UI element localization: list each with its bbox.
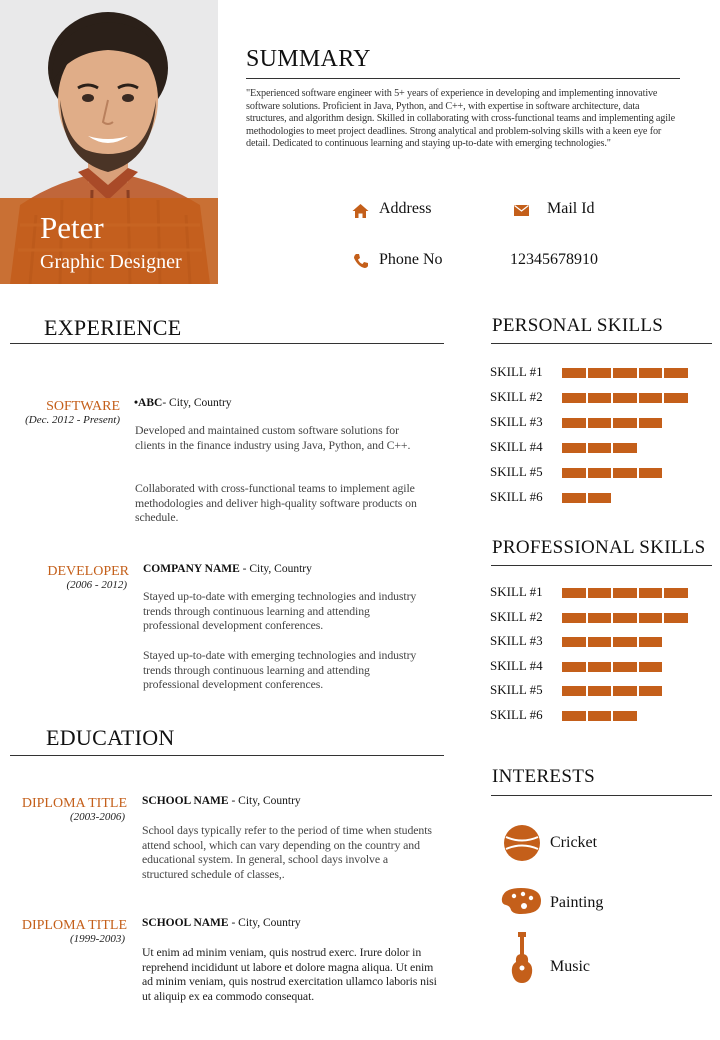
job-description: Stayed up-to-date with emerging technologies and industry trends through continuous learning and attending professional development conferences.	[143, 589, 417, 633]
skill-level-segment	[562, 662, 586, 672]
professional-skills-heading: PROFESSIONAL SKILLS	[492, 537, 706, 558]
diploma-title: DIPLOMA TITLE	[21, 918, 127, 933]
interests-divider	[491, 795, 712, 796]
guitar-icon	[510, 932, 534, 984]
job-description: Stayed up-to-date with emerging technologies and industry trends through continuous learning and attending professional development conferences.	[143, 648, 417, 692]
skill-label: SKILL #6	[490, 707, 543, 722]
skill-level-bar	[562, 493, 611, 503]
skill-level-segment	[562, 711, 586, 721]
school-line	[142, 917, 301, 929]
skill-level-segment	[639, 368, 663, 378]
diploma-dates: (1999-2003)	[70, 933, 125, 945]
skill-label: SKILL #1	[490, 584, 543, 599]
skill-level-segment	[639, 418, 663, 428]
skill-level-segment	[562, 443, 586, 453]
interest-label: Cricket	[550, 834, 598, 851]
skill-level-segment	[562, 613, 586, 623]
skill-level-segment	[639, 613, 663, 623]
company-name: COMPANY NAME	[143, 563, 240, 575]
skill-level-segment	[588, 637, 612, 647]
school-name: SCHOOL NAME	[142, 795, 229, 807]
skill-level-segment	[562, 686, 586, 696]
skill-level-bar	[562, 686, 662, 696]
summary-divider	[246, 78, 680, 79]
interests-heading: INTERESTS	[492, 766, 595, 787]
school-name: SCHOOL NAME	[142, 917, 229, 929]
skill-level-segment	[562, 637, 586, 647]
phone-label: Phone No	[379, 251, 443, 268]
skill-level-segment	[588, 418, 612, 428]
personal-skills-heading: PERSONAL SKILLS	[492, 315, 664, 336]
skill-level-bar	[562, 393, 688, 403]
skill-level-segment	[613, 368, 637, 378]
skill-level-segment	[613, 613, 637, 623]
skill-level-segment	[613, 443, 637, 453]
skill-level-segment	[664, 588, 688, 598]
skill-level-bar	[562, 443, 637, 453]
professional-skills-divider	[491, 565, 712, 566]
skill-label: SKILL #6	[490, 489, 543, 504]
skill-level-segment	[588, 662, 612, 672]
skill-level-segment	[613, 588, 637, 598]
school-location: - City, Country	[228, 917, 301, 929]
skill-level-segment	[562, 493, 586, 503]
skill-label: SKILL #2	[490, 608, 543, 624]
skill-level-bar	[562, 588, 688, 598]
skill-level-segment	[664, 368, 688, 378]
skill-level-segment	[588, 493, 612, 503]
education-description: Ut enim ad minim veniam, quis nostrud exerc. Irure dolor in reprehend incididunt ut labore et dolore magna aliqua. Ut enim ad minim veniam, quis nostrud exercitation ullamco laboris nisi ut aliquip ex ea commodo consequat.	[142, 945, 437, 1003]
skill-level-segment	[613, 637, 637, 647]
skill-level-segment	[613, 393, 637, 403]
mail-icon	[514, 205, 529, 216]
job-dates: (2006 - 2012)	[66, 579, 127, 591]
skill-level-bar	[562, 637, 662, 647]
company-line	[143, 563, 312, 575]
skill-level-segment	[588, 443, 612, 453]
palette-icon	[501, 887, 542, 915]
skill-label: SKILL #4	[490, 439, 543, 454]
experience-heading: EXPERIENCE	[44, 315, 182, 340]
diploma-dates: (2003-2006)	[70, 811, 125, 823]
company-location: - City, Country	[239, 563, 312, 575]
skill-label: SKILL #3	[490, 633, 543, 649]
company-line	[134, 397, 232, 409]
skill-label: SKILL #1	[490, 364, 543, 379]
cricket-ball-icon	[503, 824, 541, 862]
profile-name: Peter	[40, 210, 104, 245]
skill-level-bar	[562, 418, 662, 428]
home-icon	[352, 203, 369, 219]
education-description: School days typically refer to the period of time when students attend school, which can vary depending on the country and educational system. In general, school days involve a structured schedule of classes,.	[142, 823, 432, 881]
skill-label: SKILL #3	[490, 414, 543, 429]
skill-level-segment	[639, 588, 663, 598]
skill-level-segment	[613, 468, 637, 478]
skill-level-segment	[639, 468, 663, 478]
skill-label: SKILL #2	[490, 389, 543, 404]
skill-level-segment	[588, 686, 612, 696]
skill-level-segment	[588, 368, 612, 378]
skill-label: SKILL #5	[490, 464, 543, 479]
interest-label: Painting	[550, 894, 604, 911]
education-divider	[10, 755, 444, 756]
skill-level-segment	[588, 711, 612, 721]
job-title: DEVELOPER	[47, 564, 129, 579]
skill-level-bar	[562, 613, 688, 623]
skill-label: SKILL #5	[490, 682, 543, 698]
phone-value: 12345678910	[510, 251, 598, 268]
experience-divider	[10, 343, 444, 344]
mail-label: Mail Id	[547, 200, 595, 217]
skill-level-segment	[613, 662, 637, 672]
profile-role: Graphic Designer	[40, 251, 182, 273]
skill-level-segment	[664, 613, 688, 623]
job-description: Collaborated with cross-functional teams to implement agile methodologies and deliver high-quality software products on schedule.	[135, 481, 417, 525]
skill-level-segment	[588, 588, 612, 598]
personal-skills-divider	[491, 343, 712, 344]
job-description: Developed and maintained custom software solutions for clients in the finance industry using Java, Python, and C++.	[135, 423, 411, 452]
phone-icon	[353, 253, 369, 269]
skill-level-segment	[562, 393, 586, 403]
diploma-title: DIPLOMA TITLE	[21, 796, 127, 811]
skill-level-bar	[562, 468, 662, 478]
skill-level-segment	[562, 368, 586, 378]
skill-level-segment	[562, 468, 586, 478]
education-heading: EDUCATION	[46, 725, 175, 750]
summary-heading: SUMMARY	[246, 46, 371, 72]
job-dates: (Dec. 2012 - Present)	[25, 414, 120, 426]
skill-level-segment	[588, 613, 612, 623]
skill-level-segment	[562, 418, 586, 428]
skill-level-segment	[613, 418, 637, 428]
skill-level-segment	[588, 393, 612, 403]
skill-level-bar	[562, 662, 662, 672]
skill-level-bar	[562, 368, 688, 378]
skill-level-segment	[639, 686, 663, 696]
skill-level-segment	[664, 393, 688, 403]
skill-level-segment	[639, 662, 663, 672]
school-line	[142, 795, 301, 807]
school-location: - City, Country	[228, 795, 301, 807]
company-location: - City, Country	[162, 397, 232, 409]
skill-level-segment	[562, 588, 586, 598]
summary-text: "Experienced software engineer with 5+ years of experience in developing and implementing innovative software solutions. Proficient in Java, Python, and C++, with expertise in software architecture, data structures, and algorithm design. Skilled in collaborating with cross-functional teams and implementing agile methodologies to meet project deadlines. Strong analytical and problem-solving skills with a keen eye for detail. Dedicated to continuous learning and staying up-to-date with emerging technologies."	[246, 88, 675, 150]
skill-level-segment	[588, 468, 612, 478]
interest-label: Music	[550, 958, 590, 975]
skill-level-segment	[613, 711, 637, 721]
address-label: Address	[379, 200, 432, 217]
profile-photo	[0, 0, 218, 284]
skill-level-bar	[562, 711, 637, 721]
job-title: SOFTWARE	[46, 399, 120, 414]
skill-level-segment	[639, 637, 663, 647]
skill-level-segment	[613, 686, 637, 696]
skill-label: SKILL #4	[490, 657, 543, 673]
company-name: •ABC	[134, 397, 163, 409]
skill-level-segment	[639, 393, 663, 403]
